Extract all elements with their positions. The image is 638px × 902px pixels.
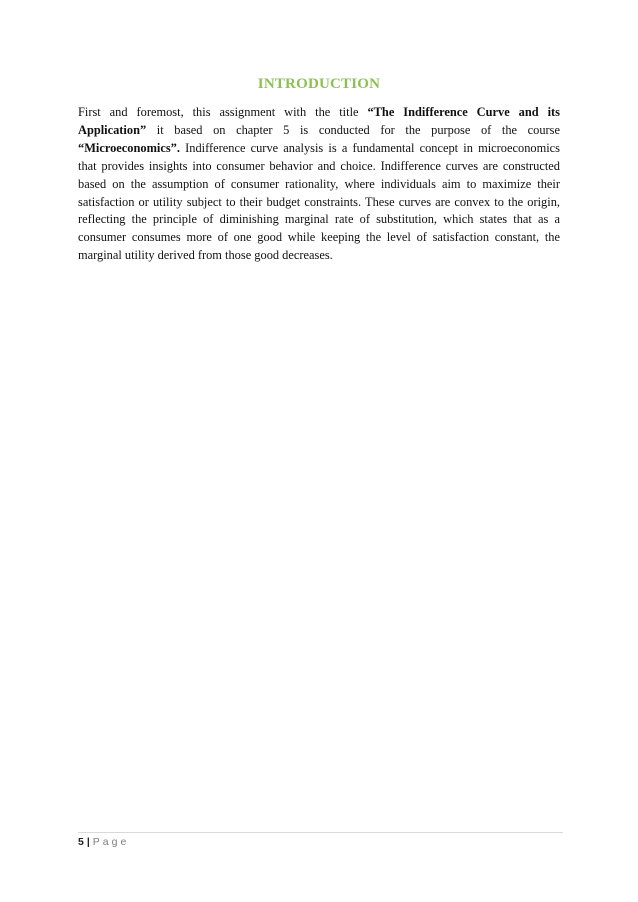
footer-divider bbox=[78, 832, 563, 833]
paragraph-text-3: Indifference curve analysis is a fundamental concept in microeconomics that provides insights into consumer behavior and choice. Indifference curves are constructed based on the assumption of consumer rationality, where individuals aim to maximize their satisfaction or utility subject to their budget constraints. These curves are convex to the origin, reflecting the principle of diminishing marginal rate of substitution, which states that as a consumer consumes more of one good while keeping the level of satisfaction constant, the marginal utility derived from those good decreases. bbox=[78, 140, 560, 263]
paragraph-text-2: it based on chapter 5 is conducted for the purpose of the course bbox=[146, 122, 560, 137]
introduction-paragraph bbox=[78, 104, 560, 265]
assignment-title: “The Indifference Curve and its Application” bbox=[78, 105, 560, 137]
page-label: Page bbox=[92, 836, 130, 848]
course-name: “Microeconomics”. bbox=[78, 140, 180, 155]
section-heading: INTRODUCTION bbox=[257, 76, 381, 92]
page-number: 5 bbox=[78, 836, 84, 848]
paragraph-text-1: First and foremost, this assignment with the title bbox=[78, 105, 368, 119]
page-footer bbox=[78, 836, 129, 848]
footer-separator: | bbox=[86, 836, 90, 848]
